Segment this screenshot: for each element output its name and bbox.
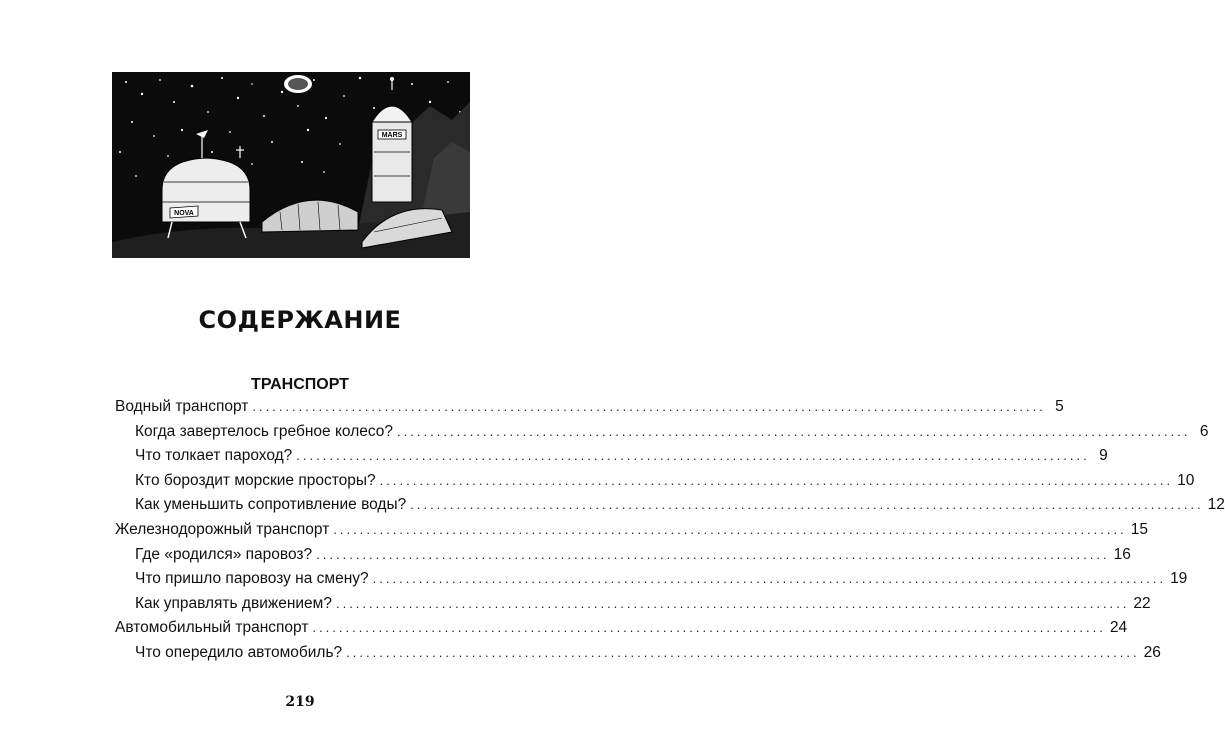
toc-entry-page: 15 — [1130, 520, 1148, 538]
toc-entry-label: Автомобильный транспорт — [115, 619, 309, 637]
toc-entry[interactable] — [115, 447, 1108, 472]
toc-leader-dots: ........................................................................................................................ — [346, 644, 1140, 660]
contents-title: СОДЕРЖАНИЕ — [198, 306, 402, 334]
toc-entry[interactable] — [115, 619, 1128, 644]
toc-entry[interactable] — [115, 520, 1148, 546]
toc-entry-page: 5 — [1055, 398, 1064, 415]
tower-sign: MARS — [381, 132, 403, 139]
toc-entry-label: Железнодорожный транспорт — [115, 520, 330, 538]
section-heading: ТРАНСПОРТ — [251, 376, 349, 393]
toc-leader-dots: ........................................................................................................................ — [379, 472, 1174, 488]
toc-entry-label: Что пришло паровозу на смену? — [135, 570, 369, 588]
toc-entry-label: Как уменьшить сопротивление воды? — [135, 496, 407, 514]
toc-entry[interactable] — [115, 398, 1064, 423]
page-number: 219 — [285, 694, 315, 710]
space-colony-illustration — [112, 72, 470, 258]
toc-entry-page: 10 — [1177, 471, 1195, 489]
toc-leader-dots: ........................................................................................................................ — [252, 399, 1046, 414]
toc-entry-label: Водный транспорт — [115, 398, 249, 415]
dome-sign: NOVA — [174, 210, 194, 217]
toc-leader-dots: ........................................................................................................................ — [333, 521, 1127, 537]
toc-entry-label: Кто бороздит морские просторы? — [135, 471, 376, 489]
toc-entry-page: 19 — [1170, 570, 1188, 588]
toc-entry[interactable] — [115, 594, 1151, 620]
toc-entry-page: 6 — [1199, 422, 1209, 440]
toc-leader-dots: ........................................................................................................................ — [296, 448, 1090, 464]
toc-entry-label: Где «родился» паровоз? — [135, 545, 313, 563]
toc-leader-dots: ........................................................................................................................ — [335, 595, 1130, 611]
toc-entry[interactable] — [115, 643, 1161, 669]
toc-entry-page: 22 — [1133, 594, 1151, 612]
toc-leader-dots: ........................................................................................................................ — [397, 423, 1191, 439]
toc-entry[interactable] — [115, 570, 1188, 595]
toc-entry-label: Когда завертелось гребное колесо? — [135, 422, 394, 440]
toc-leader-dots: ........................................................................................................................ — [410, 497, 1204, 513]
toc-leader-dots: ........................................................................................................................ — [316, 546, 1110, 562]
toc-entry-label: Как управлять движением? — [135, 594, 332, 612]
toc-entry[interactable] — [115, 422, 1209, 448]
toc-entry[interactable] — [115, 496, 1225, 521]
toc-entry-page: 26 — [1143, 643, 1161, 661]
toc-entry-page: 12 — [1207, 496, 1225, 514]
toc-entry-page: 9 — [1099, 447, 1108, 465]
toc-leader-dots: ........................................................................................................................ — [372, 571, 1167, 587]
toc-entry-page: 24 — [1109, 619, 1128, 637]
table-of-contents — [115, 398, 1225, 669]
toc-entry-label: Что толкает пароход? — [135, 447, 293, 465]
toc-entry-label: Что опередило автомобиль? — [135, 643, 343, 661]
toc-leader-dots: ........................................................................................................................ — [312, 620, 1106, 636]
toc-entry[interactable] — [115, 471, 1195, 497]
toc-entry[interactable] — [115, 545, 1131, 571]
toc-entry-page: 16 — [1113, 545, 1131, 563]
